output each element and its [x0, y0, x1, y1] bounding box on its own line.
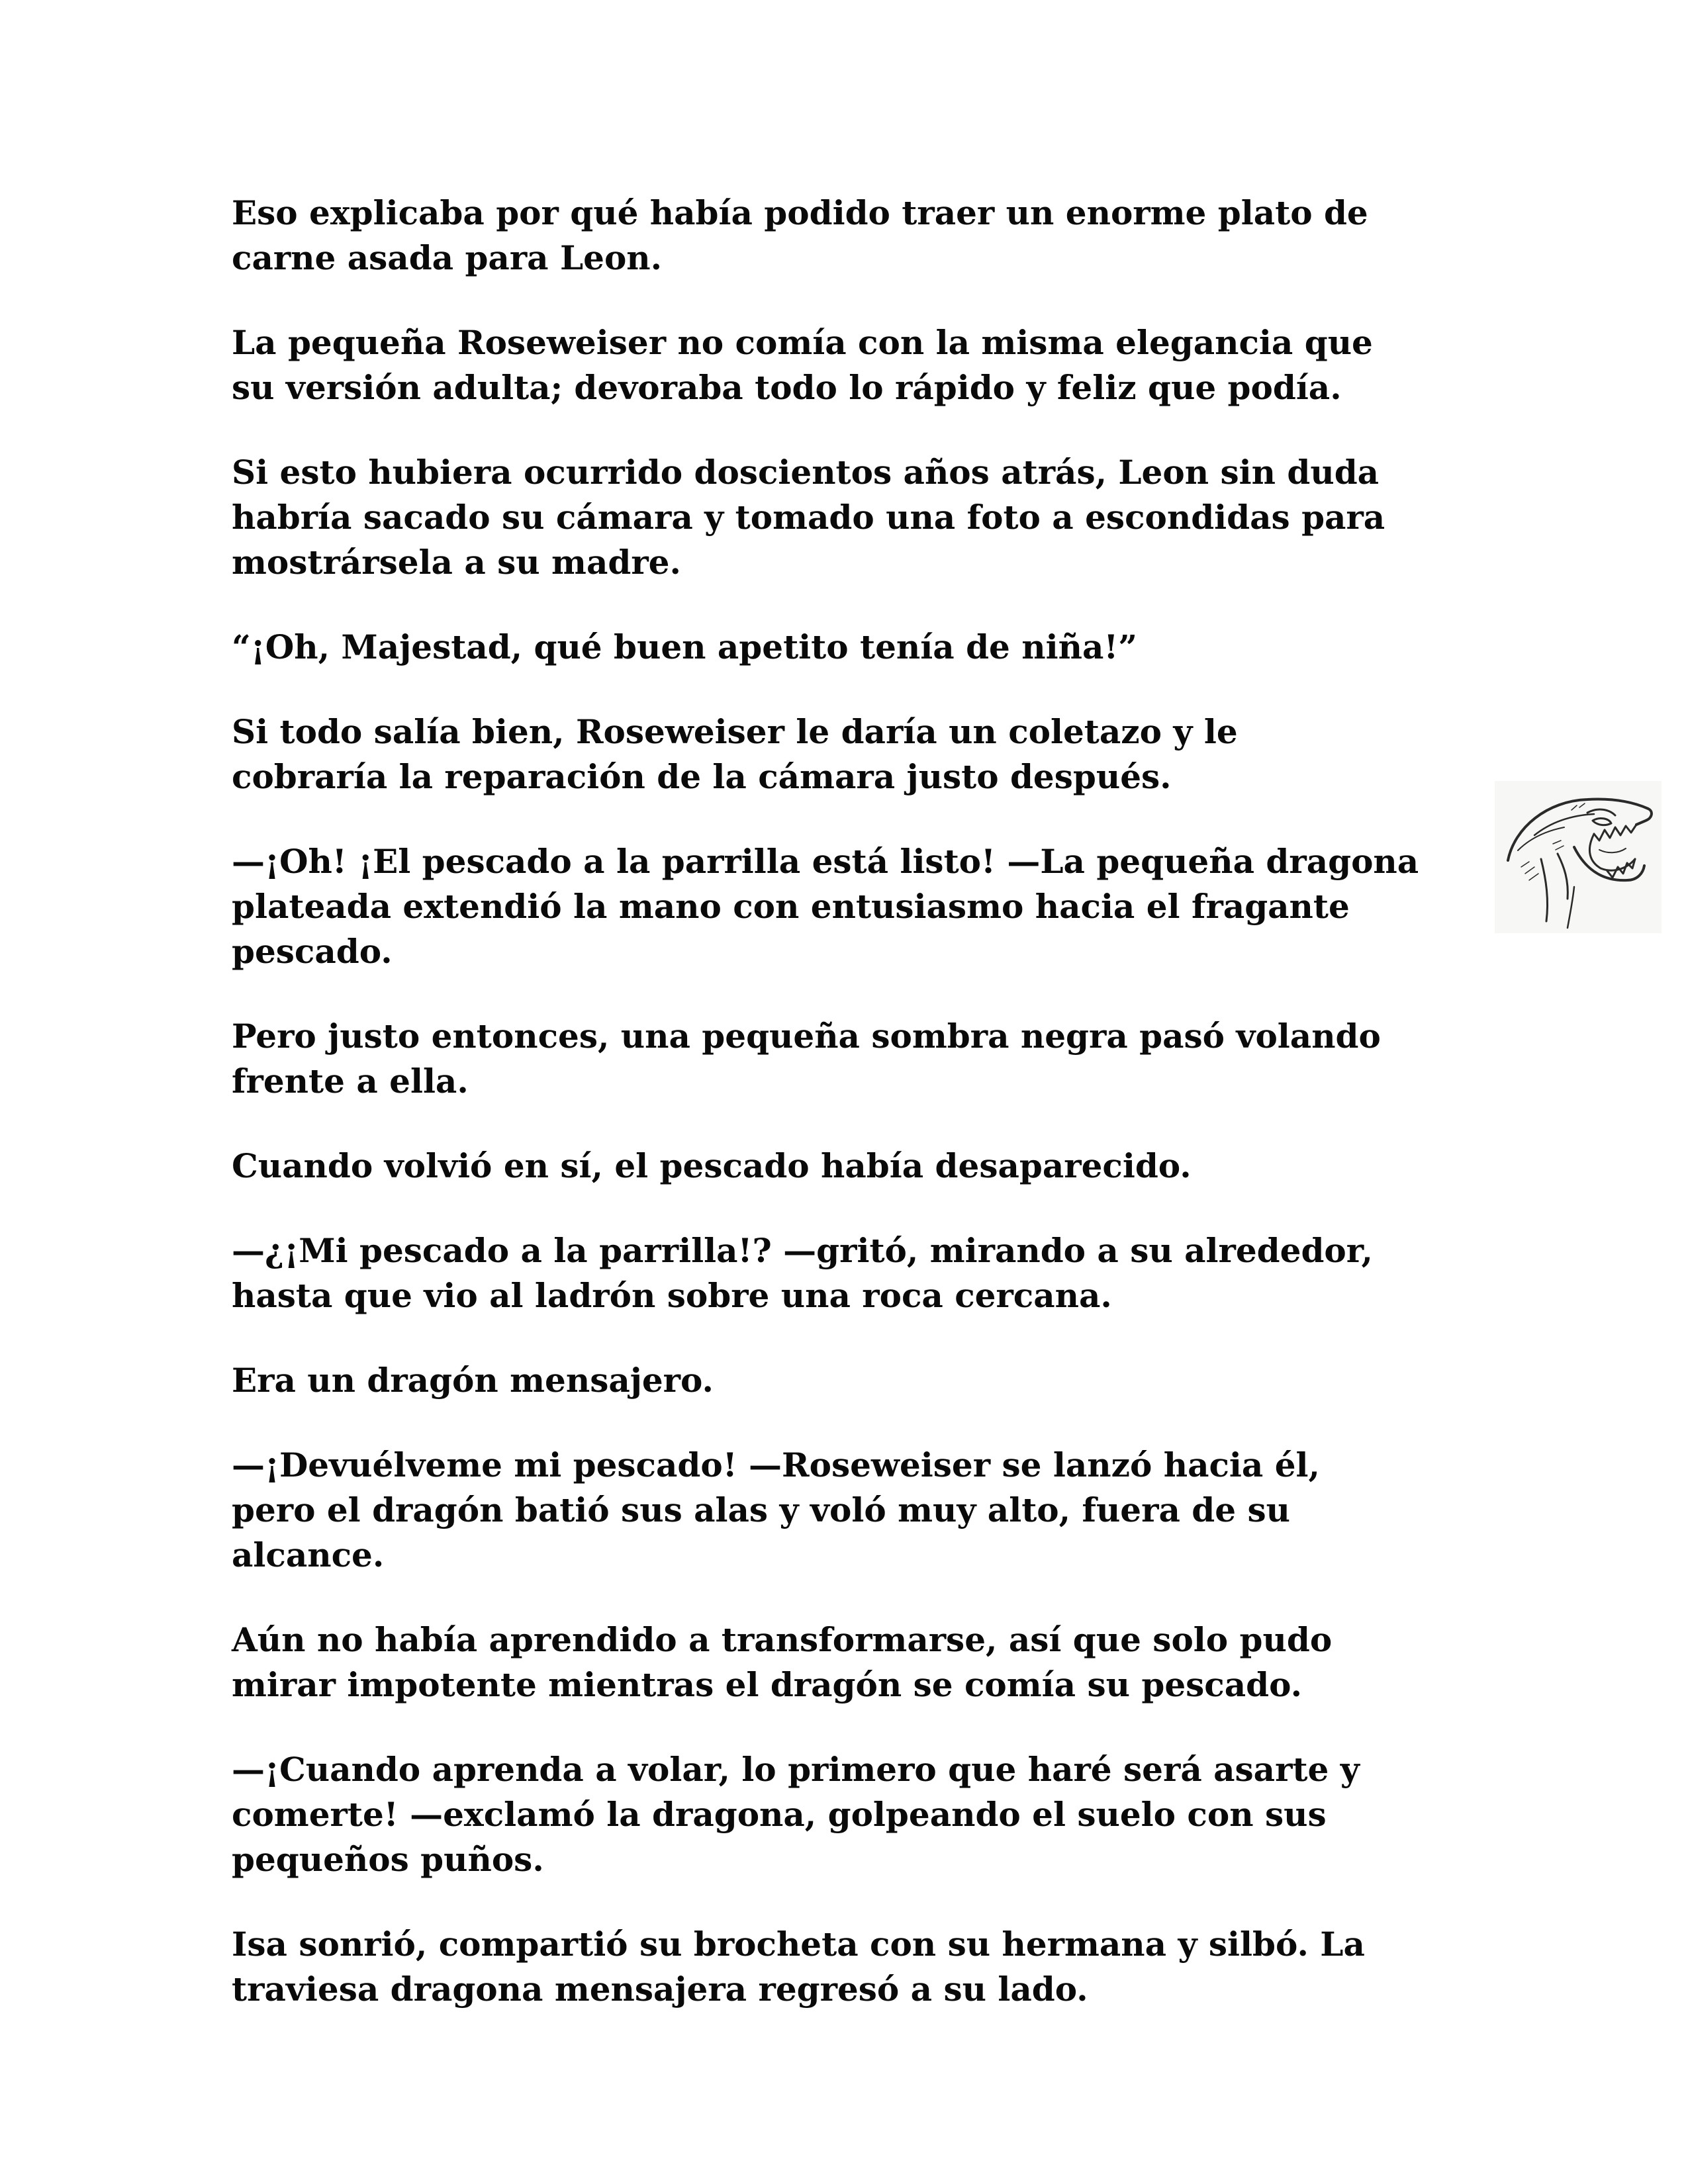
paragraph: [232, 1014, 1476, 1104]
paragraph: [232, 839, 1476, 974]
paragraph: [232, 191, 1476, 281]
text-line: hasta que vio al ladrón sobre una roca cercana.: [232, 1276, 1112, 1315]
text-line: Isa sonrió, compartió su brocheta con su hermana y silbó. La: [232, 1925, 1365, 1964]
text-line: traviesa dragona mensajera regresó a su lado.: [232, 1970, 1088, 2009]
text-line: Era un dragón mensajero.: [232, 1361, 714, 1400]
paragraph: [232, 450, 1476, 585]
text-line: —¡Devuélveme mi pescado! —Roseweiser se lanzó hacia él,: [232, 1445, 1320, 1484]
text-line: su versión adulta; devoraba todo lo rápido y feliz que podía.: [232, 368, 1342, 407]
text-line: alcance.: [232, 1535, 385, 1574]
paragraph: [232, 709, 1476, 799]
paragraph: [232, 1443, 1476, 1578]
paragraph: [232, 1144, 1476, 1189]
story-body: [232, 191, 1476, 2052]
text-line: La pequeña Roseweiser no comía con la misma elegancia que: [232, 323, 1373, 362]
text-line: frente a ella.: [232, 1062, 469, 1101]
text-line: pescado.: [232, 932, 393, 971]
text-line: mostrársela a su madre.: [232, 543, 681, 582]
text-line: —¡Cuando aprenda a volar, lo primero que haré será asarte y: [232, 1750, 1360, 1789]
text-line: comerte! —exclamó la dragona, golpeando el suelo con sus: [232, 1795, 1327, 1834]
paragraph: [232, 1617, 1476, 1707]
text-line: Cuando volvió en sí, el pescado había desaparecido.: [232, 1146, 1192, 1185]
text-line: Si todo salía bien, Roseweiser le daría un coletazo y le: [232, 712, 1238, 751]
text-line: —¡Oh! ¡El pescado a la parrilla está listo! —La pequeña dragona: [232, 842, 1419, 881]
text-line: habría sacado su cámara y tomado una foto a escondidas para: [232, 498, 1385, 537]
paragraph: [232, 1747, 1476, 1882]
paragraph: [232, 1228, 1476, 1318]
text-line: Aún no había aprendido a transformarse, así que solo pudo: [232, 1620, 1333, 1659]
text-line: carne asada para Leon.: [232, 238, 663, 277]
paragraph: [232, 1358, 1476, 1403]
text-line: plateada extendió la mano con entusiasmo hacia el fragante: [232, 887, 1350, 926]
paragraph: [232, 625, 1476, 670]
text-line: “¡Oh, Majestad, qué buen apetito tenía de niña!”: [232, 627, 1138, 666]
text-line: mirar impotente mientras el dragón se comía su pescado.: [232, 1665, 1302, 1704]
text-line: —¿¡Mi pescado a la parrilla!? —gritó, mirando a su alrededor,: [232, 1231, 1373, 1270]
text-line: pequeños puños.: [232, 1840, 544, 1879]
text-line: Eso explicaba por qué había podido traer un enorme plato de: [232, 193, 1368, 232]
paragraph: [232, 1922, 1476, 2012]
paragraph: [232, 320, 1476, 410]
dinosaur-head-sketch-icon: [1495, 781, 1662, 933]
text-line: Pero justo entonces, una pequeña sombra negra pasó volando: [232, 1017, 1381, 1056]
text-line: Si esto hubiera ocurrido doscientos años atrás, Leon sin duda: [232, 453, 1380, 492]
text-line: cobraría la reparación de la cámara justo después.: [232, 757, 1172, 796]
text-line: pero el dragón batió sus alas y voló muy alto, fuera de su: [232, 1490, 1290, 1529]
